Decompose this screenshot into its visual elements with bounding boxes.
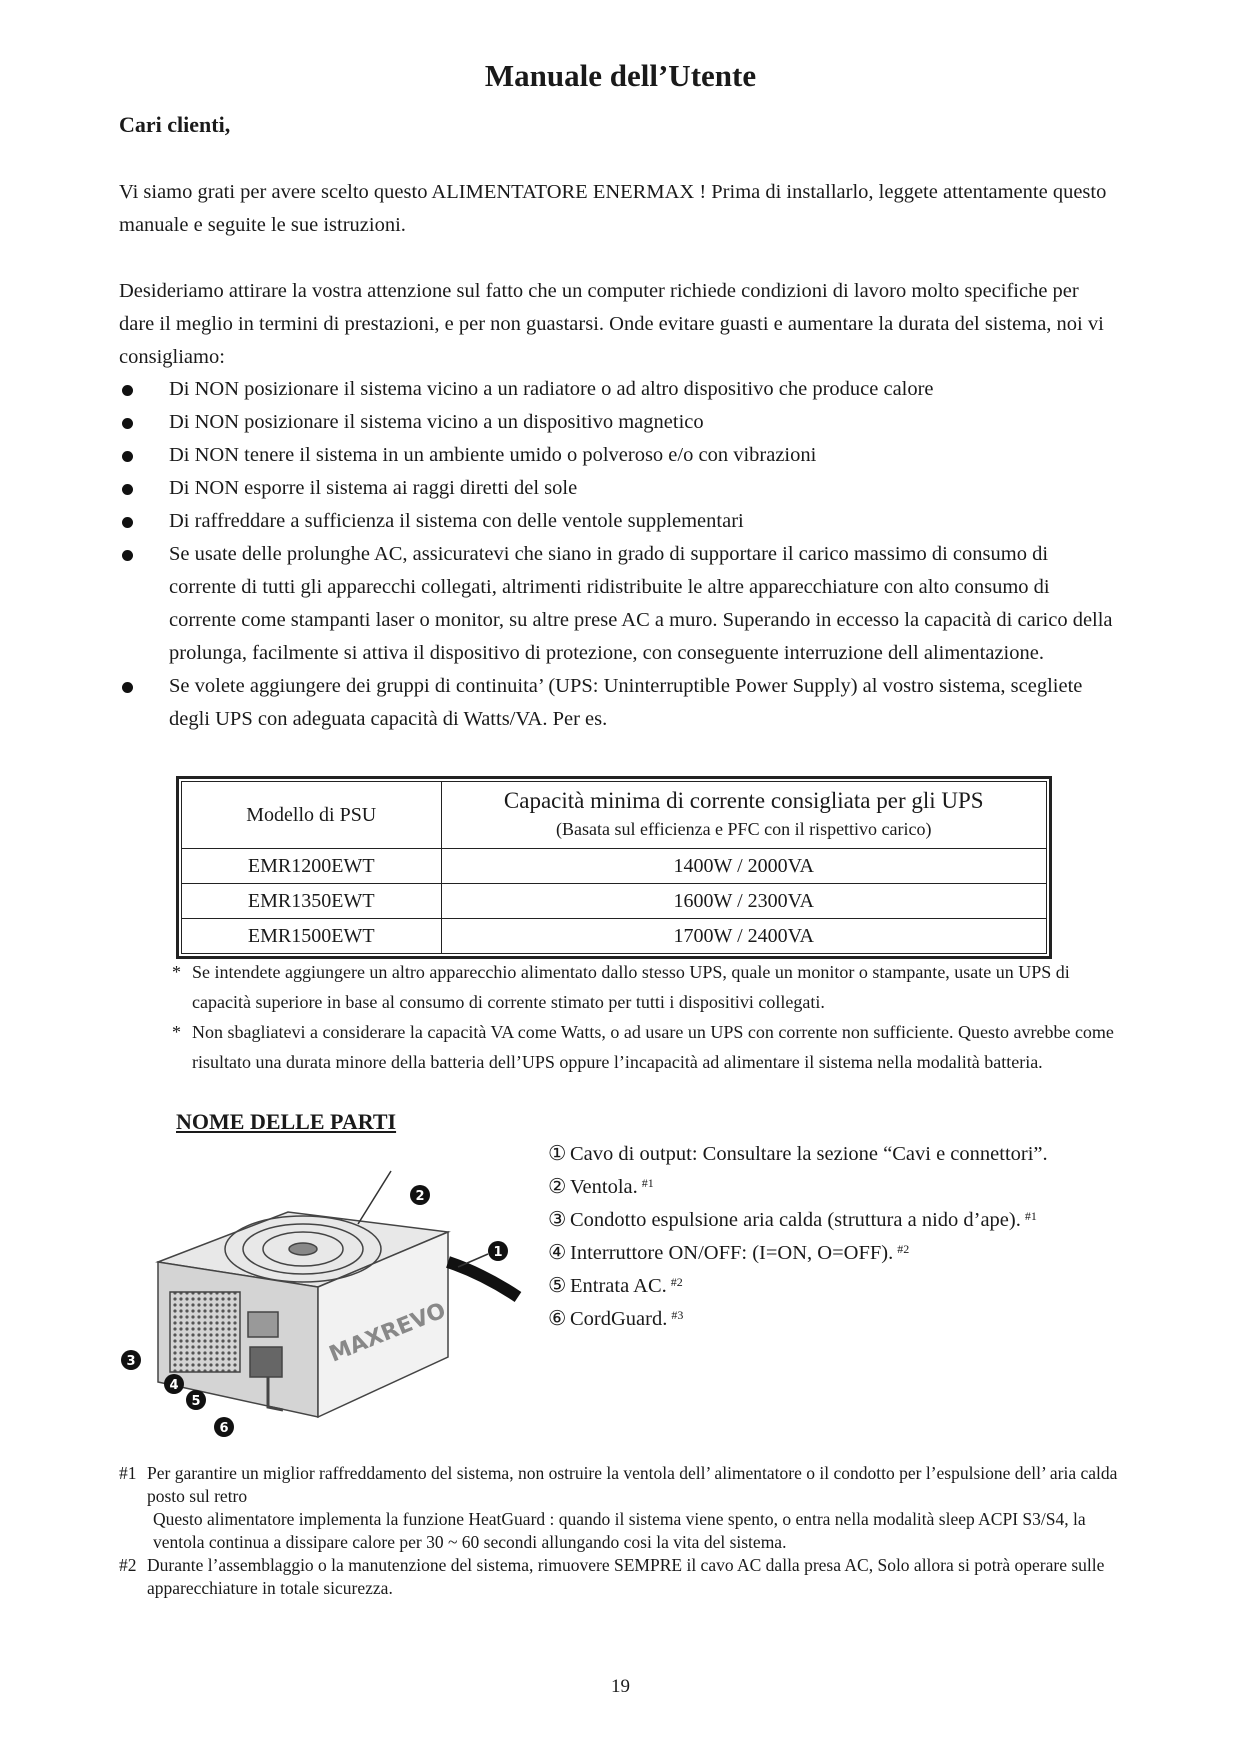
page-title: Manuale dell’Utente <box>484 58 757 93</box>
psu-illustration <box>118 1152 538 1442</box>
part-item: ⑥ CordGuard. $^{\#3}$ <box>548 1303 1048 1336</box>
page-number: 19 <box>611 1676 630 1697</box>
callout-line-1 <box>458 1254 488 1267</box>
part-number: ⑥ <box>548 1308 567 1330</box>
table-notes <box>172 957 1132 1077</box>
callout-5-label: 5 <box>191 1394 201 1409</box>
ac-inlet-icon <box>250 1347 282 1377</box>
bullet-icon <box>122 517 133 528</box>
intro-paragraph: Vi siamo grati per avere scelto questo ALIMENTATORE ENERMAX ! Prima di installarlo, leggete attentamente questo manuale e seguite le sue istruzioni. <box>119 181 1107 236</box>
list-item: Di NON esporre il sistema ai raggi diretti del sole <box>119 472 1119 505</box>
bullet-icon <box>122 451 133 462</box>
table-cell-model: EMR1350EWT <box>182 884 442 919</box>
table-row <box>182 849 1047 884</box>
table-cell-capacity: 1600W / 2300VA <box>441 884 1047 919</box>
product-label: MAXREVO <box>325 1298 450 1368</box>
table-row <box>182 884 1047 919</box>
footnote-mark: #2 <box>119 1555 137 1575</box>
part-item: ④ Interruttore ON/OFF: (I=ON, O=OFF). $^{\#2}$ <box>548 1237 1048 1270</box>
part-item: ③ Condotto espulsione aria calda (struttura a nido d’ape). $^{\#1}$ <box>548 1204 1048 1237</box>
callout-line-2 <box>358 1171 391 1224</box>
footnote-text: Per garantire un miglior raffreddamento del sistema, non ostruire la ventola dell’ alimentatore o il condotto per l’espulsione dell’ aria calda posto sul retro <box>147 1463 1118 1506</box>
table-header-capacity <box>441 782 1047 849</box>
note-mark: * <box>172 962 181 982</box>
footnote-text: Durante l’assemblaggio o la manutenzione del sistema, rimuovere SEMPRE il cavo AC dalla presa AC, Solo allora si potrà operare sulle apparecchiature in totale sicurezza. <box>147 1555 1105 1598</box>
list-item: Se volete aggiungere dei gruppi di continuita’ (UPS: Uninterruptible Power Supply) al vostro sistema, scegliete degli UPS con adeguata capacità di Watts/VA. Per es. <box>119 670 1119 736</box>
footnote-item <box>119 1462 1129 1554</box>
table-cell-capacity: 1400W / 2000VA <box>441 849 1047 884</box>
advice-list <box>119 373 1119 736</box>
part-item: ① Cavo di output: Consultare la sezione “Cavi e connettori”. <box>548 1138 1048 1171</box>
list-item: Di NON posizionare il sistema vicino a un dispositivo magnetico <box>119 406 1119 439</box>
table-header-capacity-title: Capacità minima di corrente consigliata per gli UPS <box>503 788 984 813</box>
callout-1-label: 1 <box>493 1245 503 1260</box>
table-cell-capacity: 1700W / 2400VA <box>441 919 1047 954</box>
bullet-icon <box>122 484 133 495</box>
power-switch-icon <box>248 1312 278 1337</box>
part-number: ③ <box>548 1209 567 1231</box>
list-item: Di NON tenere il sistema in un ambiente umido o polveroso e/o con vibrazioni <box>119 439 1119 472</box>
callout-4-label: 4 <box>169 1378 179 1393</box>
part-number: ① <box>548 1143 567 1165</box>
callout-2-label: 2 <box>415 1189 425 1204</box>
footnotes <box>119 1462 1129 1600</box>
callout-6-label: 6 <box>219 1421 229 1436</box>
bullet-icon <box>122 418 133 429</box>
footnote-mark: #1 <box>119 1463 137 1483</box>
advice-paragraph: Desideriamo attirare la vostra attenzione sul fatto che un computer richiede condizioni di lavoro molto specifiche per dare il meglio in termini di prestazioni, e per non guastarsi. Onde evitare guasti e aumentare la durata del sistema, noi vi consigliamo: <box>119 280 1104 368</box>
part-number: ④ <box>548 1242 567 1264</box>
note-mark: * <box>172 1022 181 1042</box>
parts-heading: NOME DELLE PARTI <box>176 1109 397 1134</box>
callout-3-label: 3 <box>126 1354 136 1369</box>
parts-legend <box>548 1138 1048 1336</box>
part-number: ② <box>548 1176 567 1198</box>
list-item: Di raffreddare a sufficienza il sistema con delle ventole supplementari <box>119 505 1119 538</box>
bullet-icon <box>122 550 133 561</box>
table-header-model: Modello di PSU <box>182 782 442 849</box>
table-cell-model: EMR1200EWT <box>182 849 442 884</box>
footnote-subtext: Questo alimentatore implementa la funzione HeatGuard : quando il sistema viene spento, o entra nella modalità sleep ACPI S3/S4, la ventola continua a dissipare calore per 30 ~ 60 secondi allungando cosi la vita del sistema. <box>153 1509 1086 1552</box>
table-header-capacity-subtitle: (Basata sul efficienza e PFC con il rispettivo carico) <box>555 819 932 839</box>
table-header-row <box>182 782 1047 849</box>
bullet-icon <box>122 385 133 396</box>
table-row <box>182 919 1047 954</box>
note-item: * Non sbagliatevi a considerare la capacità VA come Watts, o ad usare un UPS con corrente non sufficiente. Questo avrebbe come risultato una durata minore della batteria dell’UPS oppure l’incapacità ad alimentare il sistema nella modalità batteria. <box>172 1017 1132 1077</box>
honeycomb-vent-icon <box>170 1292 240 1372</box>
part-number: ⑤ <box>548 1275 567 1297</box>
part-item: ⑤ Entrata AC. $^{\#2}$ <box>548 1270 1048 1303</box>
part-item: ② Ventola. $^{\#1}$ <box>548 1171 1048 1204</box>
fan-hub-icon <box>289 1243 317 1255</box>
ups-table <box>176 776 1052 959</box>
list-item: Di NON posizionare il sistema vicino a un radiatore o ad altro dispositivo che produce calore <box>119 373 1119 406</box>
list-item: Se usate delle prolunghe AC, assicuratevi che siano in grado di supportare il carico massimo di consumo di corrente di tutti gli apparecchi collegati, altrimenti ridistribuite le altre apparecchiature con alto consumo di corrente come stampanti laser o monitor, su altre prese AC a muro. Superando in eccesso la capacità di carico della prolunga, facilmente si attiva il dispositivo di protezione, con conseguente interruzione dell alimentazione. <box>119 538 1119 670</box>
table-cell-model: EMR1500EWT <box>182 919 442 954</box>
note-item: * Se intendete aggiungere un altro apparecchio alimentato dallo stesso UPS, quale un monitor o stampante, usate un UPS di capacità superiore in base al consumo di corrente stimato per tutti i dispositivi collegati. <box>172 957 1132 1017</box>
bullet-icon <box>122 682 133 693</box>
footnote-item <box>119 1554 1129 1600</box>
greeting: Cari clienti, <box>119 112 231 137</box>
